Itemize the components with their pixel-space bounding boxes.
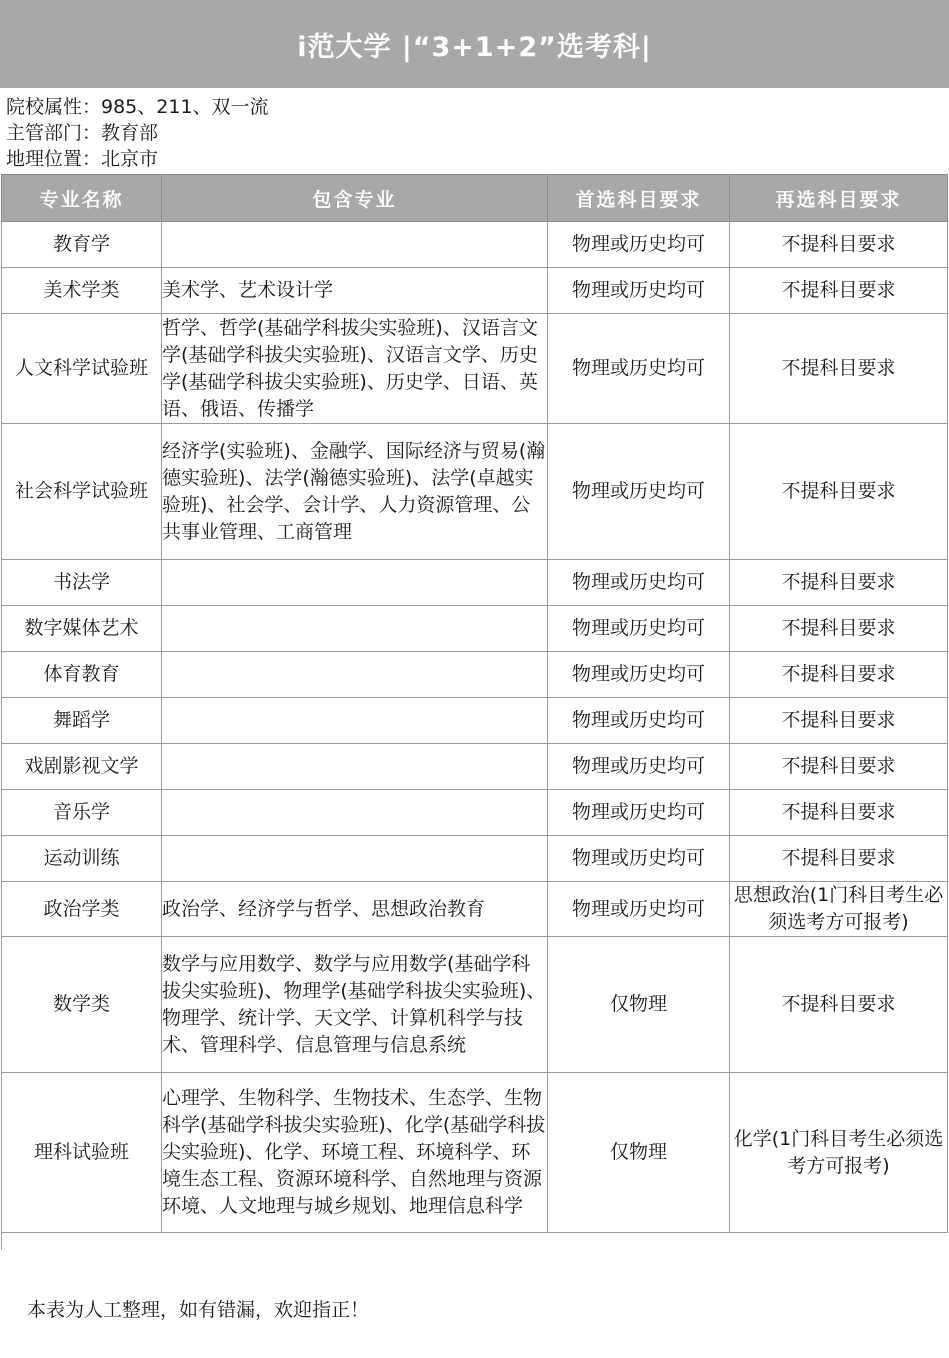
major-name-cell: 音乐学: [2, 790, 162, 836]
included-majors-cell: [162, 790, 548, 836]
major-name-cell: 美术学类: [2, 268, 162, 314]
major-name-cell: 政治学类: [2, 882, 162, 937]
included-majors-cell: 哲学、哲学(基础学科拔尖实验班)、汉语言文学(基础学科拔尖实验班)、汉语言文学、历史学(基础学科拔尖实验班)、历史学、日语、英语、俄语、传播学: [162, 314, 548, 424]
first-choice-cell: 物理或历史均可: [548, 744, 730, 790]
second-choice-cell: 不提科目要求: [730, 836, 948, 882]
table-row: [2, 744, 948, 790]
included-majors-cell: [162, 652, 548, 698]
first-choice-cell: 物理或历史均可: [548, 314, 730, 424]
second-choice-cell: 不提科目要求: [730, 698, 948, 744]
header-major-name: 专业名称: [2, 175, 162, 222]
table-frame-line: [1, 1228, 2, 1250]
geographic-location: 地理位置：北京市: [6, 148, 159, 170]
first-choice-cell: 物理或历史均可: [548, 424, 730, 560]
table-row: [2, 606, 948, 652]
included-majors-cell: [162, 222, 548, 268]
second-choice-cell: 不提科目要求: [730, 937, 948, 1073]
footer-note: 本表为人工整理，如有错漏，欢迎指正！: [27, 1299, 370, 1321]
table-header-row: [2, 175, 948, 222]
header-second-choice: 再选科目要求: [730, 175, 948, 222]
included-majors-cell: 数学与应用数学、数学与应用数学(基础学科拔尖实验班)、物理学(基础学科拔尖实验班)、物理学、统计学、天文学、计算机科学与技术、管理科学、信息管理与信息系统: [162, 937, 548, 1073]
supervising-department: 主管部门：教育部: [6, 122, 159, 144]
major-name-cell: 书法学: [2, 560, 162, 606]
first-choice-cell: 仅物理: [548, 1073, 730, 1233]
second-choice-cell: 不提科目要求: [730, 314, 948, 424]
second-choice-cell: 不提科目要求: [730, 268, 948, 314]
included-majors-cell: [162, 698, 548, 744]
table-row: [2, 1073, 948, 1233]
second-choice-cell: 不提科目要求: [730, 560, 948, 606]
included-majors-cell: 美术学、艺术设计学: [162, 268, 548, 314]
included-majors-cell: 心理学、生物科学、生物技术、生态学、生物科学(基础学科拔尖实验班)、化学(基础学科拔尖实验班)、化学、环境工程、环境科学、环境生态工程、资源环境科学、自然地理与资源环境、人文地理与城乡规划、地理信息科学: [162, 1073, 548, 1233]
major-name-cell: 人文科学试验班: [2, 314, 162, 424]
major-name-cell: 运动训练: [2, 836, 162, 882]
table-row: [2, 836, 948, 882]
included-majors-cell: [162, 744, 548, 790]
first-choice-cell: 物理或历史均可: [548, 652, 730, 698]
second-choice-cell: 不提科目要求: [730, 744, 948, 790]
first-choice-cell: 物理或历史均可: [548, 560, 730, 606]
major-name-cell: 社会科学试验班: [2, 424, 162, 560]
table-row: [2, 268, 948, 314]
table-row: [2, 790, 948, 836]
school-attributes: 院校属性：985、211、双一流: [6, 96, 269, 118]
second-choice-cell: 不提科目要求: [730, 790, 948, 836]
header-included-majors: 包含专业: [162, 175, 548, 222]
second-choice-cell: 不提科目要求: [730, 606, 948, 652]
second-choice-cell: 化学(1门科目考生必须选考方可报考): [730, 1073, 948, 1233]
first-choice-cell: 物理或历史均可: [548, 222, 730, 268]
subject-requirements-table: [1, 174, 948, 1233]
second-choice-cell: 不提科目要求: [730, 652, 948, 698]
major-name-cell: 数学类: [2, 937, 162, 1073]
table-row: [2, 222, 948, 268]
major-name-cell: 戏剧影视文学: [2, 744, 162, 790]
major-name-cell: 体育教育: [2, 652, 162, 698]
first-choice-cell: 物理或历史均可: [548, 698, 730, 744]
included-majors-cell: [162, 560, 548, 606]
first-choice-cell: 物理或历史均可: [548, 268, 730, 314]
first-choice-cell: 物理或历史均可: [548, 836, 730, 882]
major-name-cell: 舞蹈学: [2, 698, 162, 744]
included-majors-cell: 经济学(实验班)、金融学、国际经济与贸易(瀚德实验班)、法学(瀚德实验班)、法学(卓越实验班)、社会学、会计学、人力资源管理、公共事业管理、工商管理: [162, 424, 548, 560]
table-row: [2, 882, 948, 937]
major-name-cell: 教育学: [2, 222, 162, 268]
table-row: [2, 698, 948, 744]
major-name-cell: 数字媒体艺术: [2, 606, 162, 652]
included-majors-cell: [162, 836, 548, 882]
table-row: [2, 560, 948, 606]
first-choice-cell: 物理或历史均可: [548, 606, 730, 652]
first-choice-cell: 物理或历史均可: [548, 882, 730, 937]
first-choice-cell: 仅物理: [548, 937, 730, 1073]
header-first-choice: 首选科目要求: [548, 175, 730, 222]
included-majors-cell: [162, 606, 548, 652]
included-majors-cell: 政治学、经济学与哲学、思想政治教育: [162, 882, 548, 937]
second-choice-cell: 思想政治(1门科目考生必须选考方可报考): [730, 882, 948, 937]
first-choice-cell: 物理或历史均可: [548, 790, 730, 836]
second-choice-cell: 不提科目要求: [730, 424, 948, 560]
second-choice-cell: 不提科目要求: [730, 222, 948, 268]
page-title: i范大学 |“3+1+2”选考科|: [0, 0, 949, 88]
table-row: [2, 937, 948, 1073]
table-row: [2, 652, 948, 698]
table-row: [2, 424, 948, 560]
major-name-cell: 理科试验班: [2, 1073, 162, 1233]
table-row: [2, 314, 948, 424]
